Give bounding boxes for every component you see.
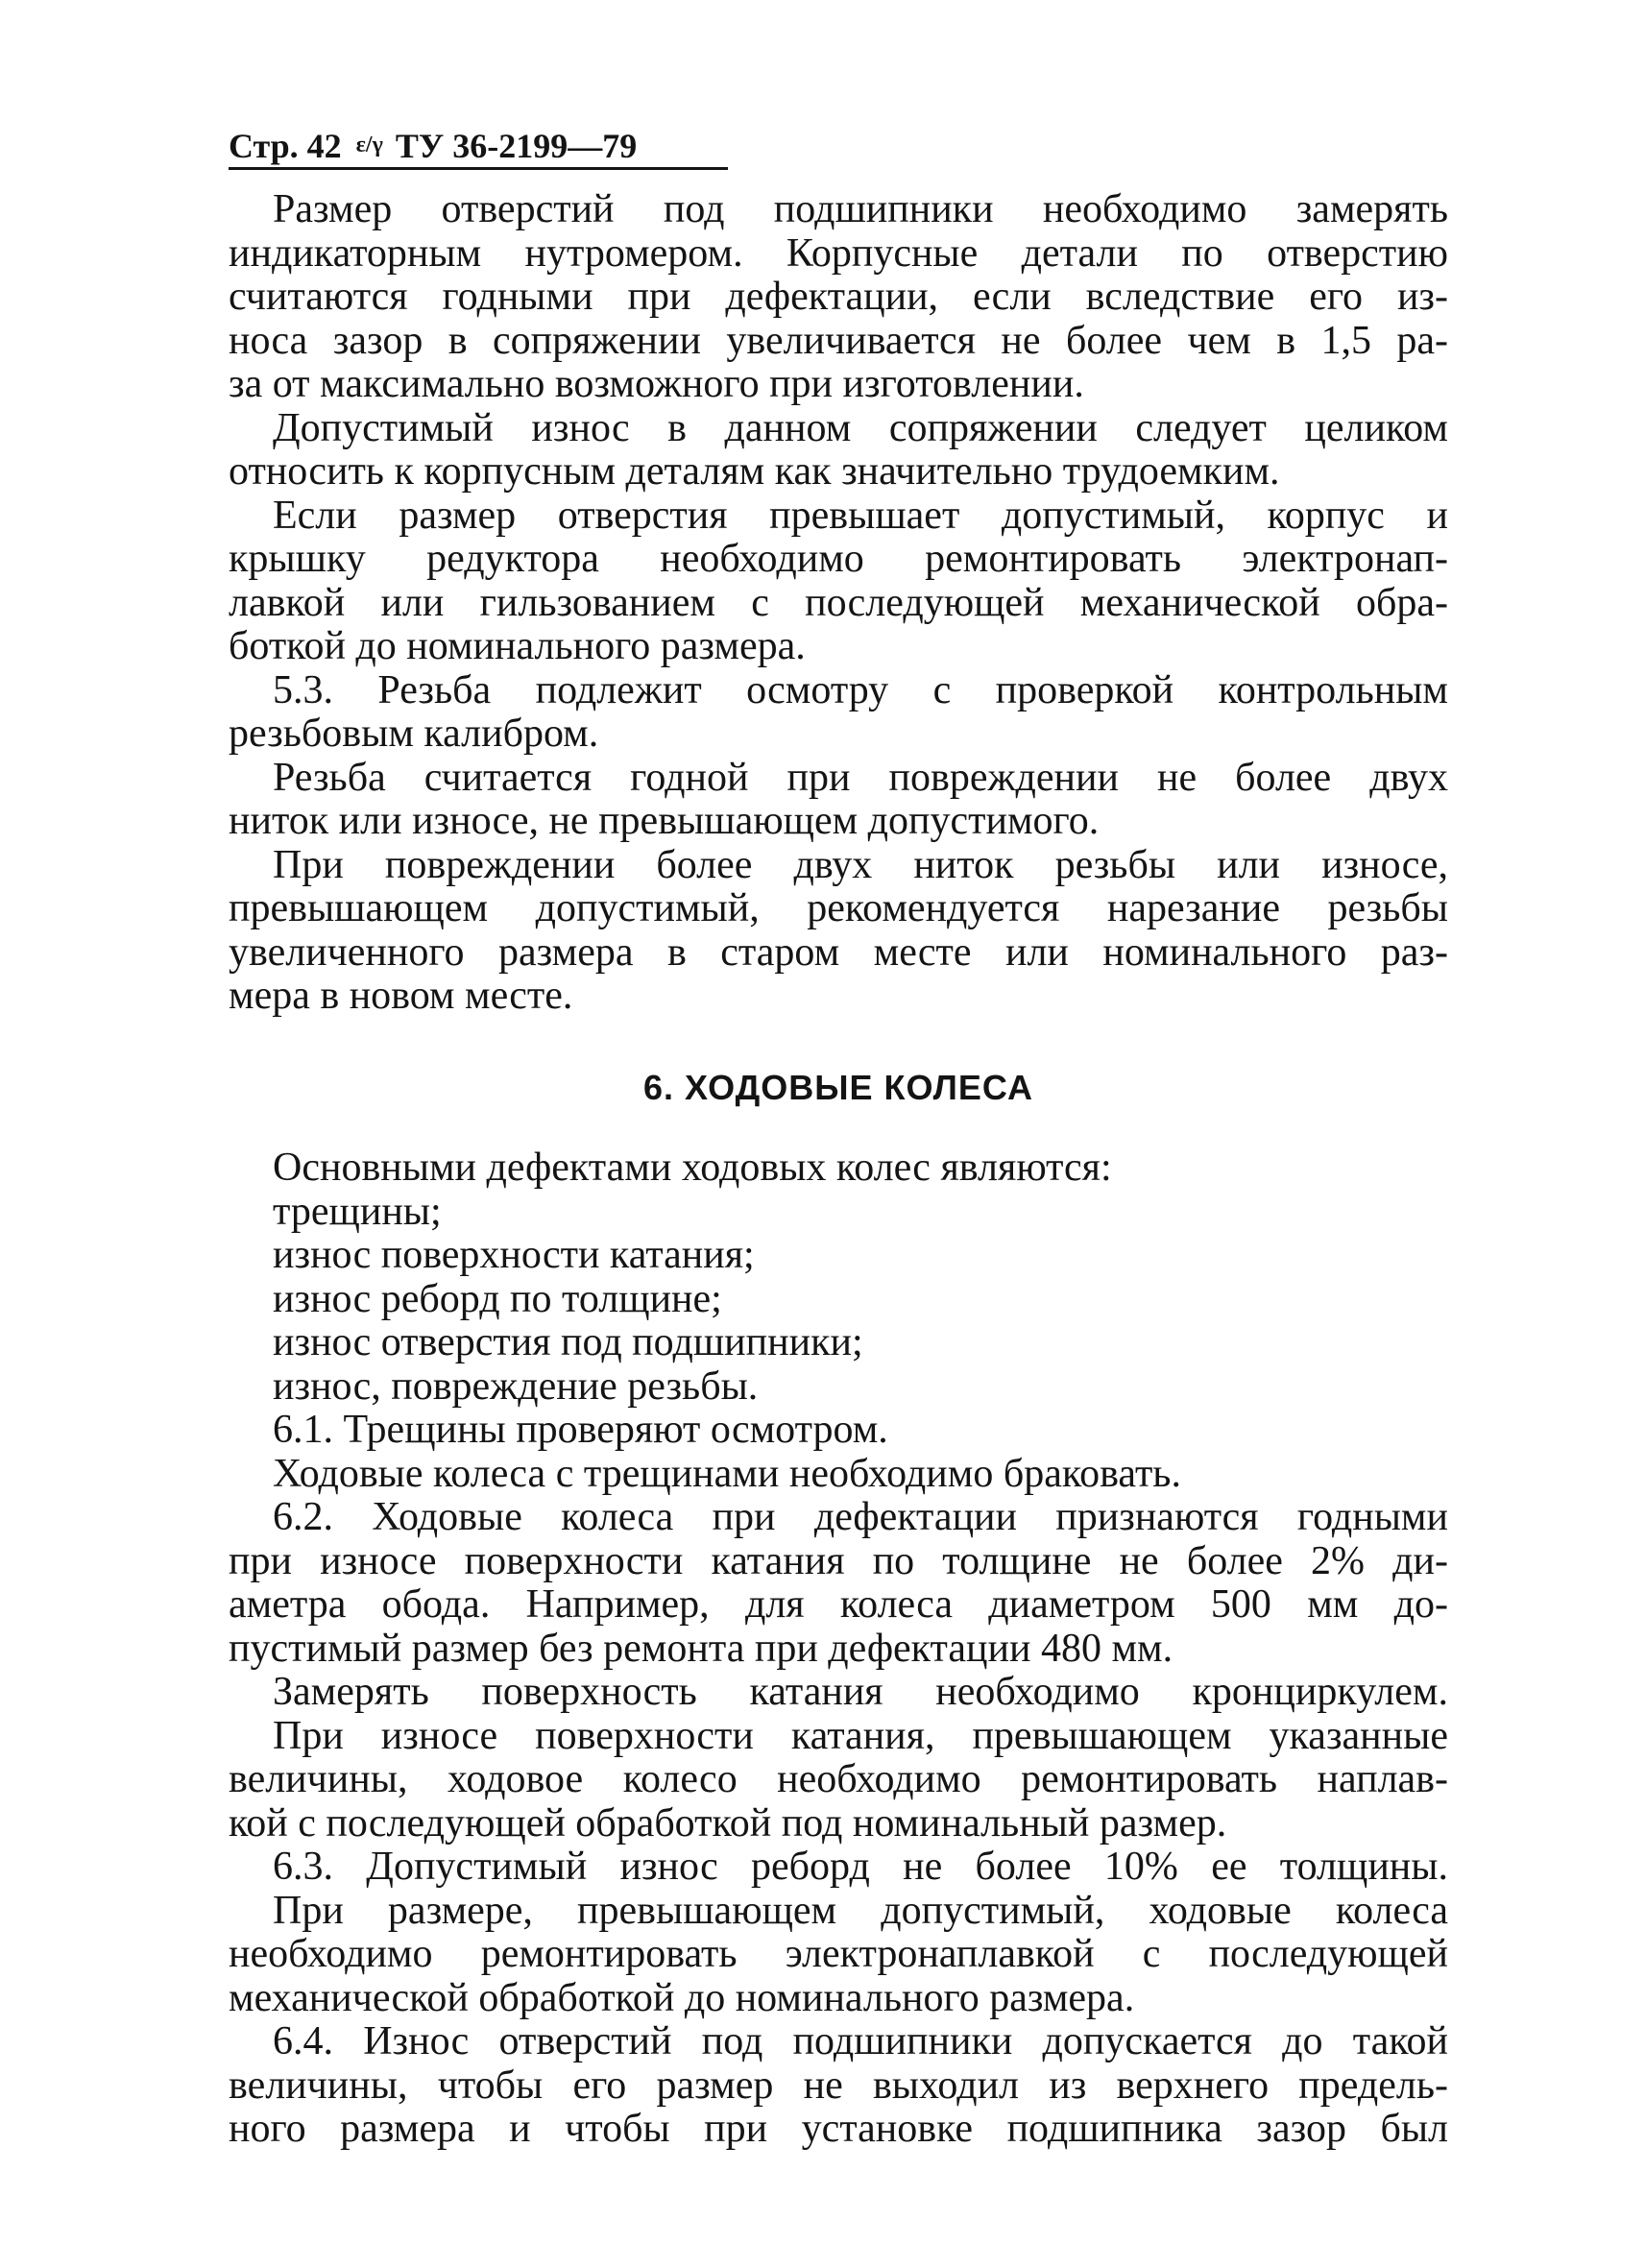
text-line: при износе поверхности катания по толщине не более 2% ди- xyxy=(229,1538,1448,1583)
text-line: Основными дефектами ходовых колес являются: xyxy=(273,1146,1112,1190)
text-line: считаются годными при дефектации, если вследствие его из- xyxy=(229,275,1448,319)
text-line: носа зазор в сопряжении увеличивается не более чем в 1,5 ра- xyxy=(229,318,1448,363)
text-line: лавкой или гильзованием с последующей механической обра- xyxy=(229,580,1448,625)
list-item: износ поверхности катания; xyxy=(273,1233,755,1277)
text-line: 6.1. Трещины проверяют осмотром. xyxy=(273,1408,888,1452)
text-line: Размер отверстий под подшипники необходимо замерять xyxy=(273,187,1448,231)
paragraphs-block-2 xyxy=(229,1146,1448,2152)
page-number-label: Стр. 42 xyxy=(229,127,342,165)
text-line: увеличенного размера в старом месте или номинального раз- xyxy=(229,929,1448,975)
text-line: индикаторным нутромером. Корпусные детали по отверстию xyxy=(229,230,1448,276)
text-line: Замерять поверхность катания необходимо кронциркулем. xyxy=(273,1670,1448,1714)
text-line: относить к корпусным деталям как значительно трудоемким. xyxy=(229,449,1280,494)
text-line: кой с последующей обработкой под номинальный размер. xyxy=(229,1800,1227,1846)
text-line: ниток или износе, не превышающем допустимого. xyxy=(229,799,1100,843)
list-item: износ отверстия под подшипники; xyxy=(273,1320,863,1364)
text-line: боткой до номинального размера. xyxy=(229,624,806,668)
text-line: 6.2. Ходовые колеса при дефектации признаются годными xyxy=(273,1495,1448,1539)
text-line: величины, ходовое колесо необходимо ремонтировать наплав- xyxy=(229,1757,1448,1801)
list-item: трещины; xyxy=(273,1189,442,1234)
text-line: мера в новом месте. xyxy=(229,974,573,1018)
text-line: крышку редуктора необходимо ремонтировать электронап- xyxy=(229,537,1448,581)
text-line: Ходовые колеса с трещинами необходимо браковать. xyxy=(273,1451,1181,1496)
text-line: 6.4. Износ отверстий под подшипники допускается до такой xyxy=(273,2019,1448,2063)
text-line: Допустимый износ в данном сопряжении следует целиком xyxy=(273,405,1448,450)
text-line: аметра обода. Например, для колеса диаметром 500 мм до- xyxy=(229,1582,1448,1627)
text-line: за от максимально возможного при изготовлении. xyxy=(229,362,1084,406)
text-line: механической обработкой до номинального размера. xyxy=(229,1975,1135,2020)
text-line: Если размер отверстия превышает допустимый, корпус и xyxy=(273,493,1448,538)
page-header xyxy=(229,121,728,169)
text-line: 5.3. Резьба подлежит осмотру с проверкой контрольным xyxy=(273,667,1448,712)
text-line: величины, чтобы его размер не выходил из верхнего предель- xyxy=(229,2063,1448,2108)
text-line: При износе поверхности катания, превышающем указанные xyxy=(273,1713,1448,1758)
text-line: необходимо ремонтировать электронаплавкой с последующей xyxy=(229,1932,1448,1976)
text-line: При размере, превышающем допустимый, ходовые колеса xyxy=(273,1888,1448,1933)
registration-stamp: ε/γ xyxy=(355,133,383,157)
text-line: Резьба считается годной при повреждении не более двух xyxy=(273,755,1448,800)
list-item: износ реборд по толщине; xyxy=(273,1276,722,1321)
text-line: резьбовым калибром. xyxy=(229,712,599,756)
document-code: ТУ 36-2199—79 xyxy=(395,127,638,165)
text-line: При повреждении более двух ниток резьбы или износе, xyxy=(273,842,1448,887)
text-line: пустимый размер без ремонта при дефектации 480 мм. xyxy=(229,1626,1173,1671)
text-line: ного размера и чтобы при установке подшипника зазор был xyxy=(229,2107,1448,2151)
paragraphs-block-1 xyxy=(229,188,1448,1019)
text-line: 6.3. Допустимый износ реборд не более 10% ее толщины. xyxy=(273,1845,1448,1889)
text-line: превышающем допустимый, рекомендуется нарезание резьбы xyxy=(229,886,1448,930)
list-item: износ, повреждение резьбы. xyxy=(273,1363,759,1409)
header-underline xyxy=(229,167,728,170)
section-heading: 6. ХОДОВЫЕ КОЛЕСА xyxy=(643,1068,1033,1107)
